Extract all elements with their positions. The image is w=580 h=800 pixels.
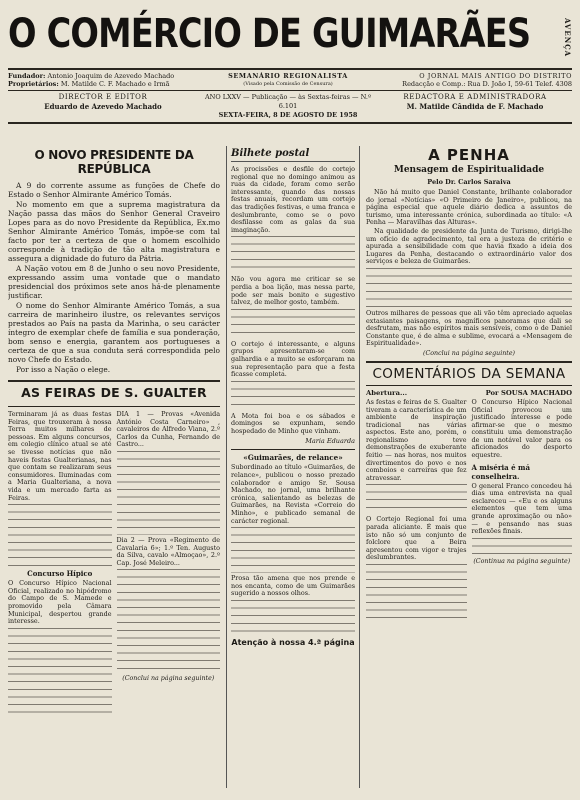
penha-continuation: (Conclui na página seguinte) xyxy=(422,349,515,357)
left-column xyxy=(8,146,220,788)
comentarios-text-1: As festas e feiras de S. Gualter tiveram a característica de um ambiente de inspiração tradicional nas várias aspectos. Este ano, porém, o regionalismo teve demonstrações de exuberante feitio — nas horas, nos muitos divertimentos do povo e nos comboios e carreiras que fez atravessar. xyxy=(366,397,467,482)
comentarios-byline xyxy=(366,389,572,397)
admin-name: M. Matilde Cândida de F. Machado xyxy=(406,102,544,111)
oldest-label: O JORNAL MAIS ANTIGO DO DISTRITO xyxy=(419,72,572,80)
comentarios-columns xyxy=(366,399,572,620)
comentarios-lines-2 xyxy=(366,564,467,620)
page-four-notice: Atenção à nossa 4.ª página xyxy=(231,638,355,647)
president-p1: A 9 do corrente assume as funções de Chefe do Estado o Senhor Almirante Américo Tomás. xyxy=(8,181,220,199)
president-p4: O nome do Senhor Almirante Américo Tomás, a sua carreira de marinheiro ilustre, os relevantes serviços prestados ao País na pasta da Marinha, o seu carácter íntegro de exemplar chefe de família e sua ponderação, bom senso e energia, garantem aos portugueses a certeza de que a sua conduta será correspondida pelo novo Chefe do Estado. xyxy=(8,301,220,364)
concurso-lines xyxy=(8,628,112,714)
guimaraes-lines-2 xyxy=(231,600,355,634)
bilhete-lines-2 xyxy=(231,309,355,339)
founder-label: Fundador: xyxy=(8,72,46,80)
feiras-columns xyxy=(8,411,220,714)
program-text: DIA 1 — Provas «Avenida António Costa Carneiro» , cavaleiros de Alfredo Viana, 2.º Carlos da Cunha, Fernando de Castro... xyxy=(116,410,220,449)
president-headline: O NOVO PRESIDENTE DA REPÚBLICA xyxy=(34,148,194,176)
masthead-title: O COMÉRCIO DE GUIMARÃES xyxy=(8,11,531,57)
director-title: DIRECTOR E EDITOR xyxy=(58,93,148,101)
president-p3: A Nação votou em 8 de Junho o seu novo Presidente, expressando assim uma vontade que o mandato presidencial dos próximos sete anos há-de plenamente justificar. xyxy=(8,264,220,300)
comentarios-text-2: O Cortejo Regional foi uma parada aliciante. É mais que isto não só um conjunto de folclore que a Beira apresentou com vigor e trajes deslumbrantes. xyxy=(366,515,467,562)
bilhete-heading: Bilhete postal xyxy=(231,148,355,162)
masthead-side-label: AVENÇA xyxy=(563,18,572,58)
bilhete-signature: Maria Eduarda xyxy=(305,437,355,446)
feiras-text: Terminaram já as duas festas Feiras, que trouxeram à nossa Terra muitos milhares de pessoas. Em alguns concursos, em colegio clínico atual se até se tivesse notícias que não haveis festas Gualterianas, nas que contam se realizaram seus consumidores. Iluminadas com a Maria Gualteriana, a nova vida e um mercado farta as Feiras. xyxy=(8,410,112,502)
bilhete-lines-3 xyxy=(231,381,355,411)
feiras-text-lines xyxy=(8,504,112,566)
penha-lines xyxy=(366,268,572,308)
redacao-line: Redacção e Comp.: Rua D. João I, 59-61 Telef. 4308 xyxy=(402,80,572,88)
president-p5: Por isso a Nação o elege. xyxy=(16,365,111,374)
comentarios-text-4: O general Franco concedeu há dias uma entrevista na qual esclareceu — «Eu e os alguns elementos que tem uma grande aproximação ou não» — e pensando nas suas reflexões finais. xyxy=(471,481,572,536)
bilhete-text-2: Não vou agora me criticar se se perdia a boa lição, mas nessa parte, pode ser mais bonito e sugestivo talvez, de melhor gosto, também. xyxy=(231,275,355,307)
owners-name: M. Matilde C. F. Machado e Irmã xyxy=(60,80,170,88)
bilhete-text-4: A Mota foi boa e os sábados e domingos se expunham, sendo hospedado de Minho que vinham. xyxy=(231,411,355,435)
weekly-label: SEMANÁRIO REGIONALISTA xyxy=(228,72,348,80)
president-p2: No momento em que a suprema magistratura da Nação passa das mãos do Senhor General Craveiro Lopes para as do novo Presidente da República, Ex.mo Senhor Almirante Américo Tomás, impõe-se com tal facto por ter a certeza de que o homem escolhido corresponde à tradição de tão alta magistratura e assegura a dignidade do futuro da Pátria. xyxy=(8,200,220,263)
staff-row xyxy=(8,91,572,122)
masthead xyxy=(8,12,572,56)
info-row xyxy=(8,70,572,90)
comentarios-lines-1 xyxy=(366,484,467,514)
middle-column xyxy=(226,146,360,788)
comentarios-headline: COMENTÁRIOS DA SEMANA xyxy=(372,365,566,382)
concurso-heading: Concurso Hípico xyxy=(27,569,93,579)
bilhete-text-3: O cortejo é interessante, e alguns grupos apresentaram-se com galhardia e a muito se esforçaram na sua representação para que a festa ficasse completa. xyxy=(231,339,355,379)
comentarios-author: Por SOUSA MACHADO xyxy=(485,388,572,397)
right-column xyxy=(366,146,572,788)
feiras-headline: AS FEIRAS DE S. GUALTER xyxy=(21,385,207,400)
abertura-label: Abertura... xyxy=(366,388,408,397)
penha-headline: A PENHA xyxy=(428,146,510,164)
owners-label: Proprietários: xyxy=(8,80,59,88)
newspaper-page xyxy=(8,4,572,796)
program-lines-2 xyxy=(117,569,221,673)
guimaraes-text-1: Subordinado ao título «Guimarães, de relance», publicou o nosso prezado colaborador e amigo Sr. Sousa Machado, no jornal, uma brilhante crónica, salientando as belezas de Guimarães, na Revista «Correio do Minho», e publicado semanal de carácter regional. xyxy=(231,463,355,525)
date-line: SEXTA-FEIRA, 8 DE AGOSTO DE 1958 xyxy=(218,111,358,119)
guimaraes-text-2: Prosa tão amena que nos prende e nos encanta, como de um Guimarães sugerido a nossos olhos. xyxy=(231,574,355,598)
issue-line: ANO LXXV — Publicação — às Sextas-feiras — N.º 6.101 xyxy=(204,93,372,110)
feiras-continuation: (Conclui na página seguinte) xyxy=(122,675,215,683)
penha-p1: Não há muito que Daniel Constante, brilhante colaborador do jornal «Notícias» «O Primeiro de Janeiro», publicou, na página especial que aquele diário dedica a assuntos de turismo, uma interessante crónica, subordinada ao título: «A Penha — Maravilhas das Alturas». xyxy=(366,188,572,227)
penha-author: Pelo Dr. Carlos Saraiva xyxy=(427,178,511,186)
penha-text xyxy=(366,189,572,266)
censorship-note: (Visado pela Comissão de Censura) xyxy=(243,81,333,87)
program-lines xyxy=(117,451,221,535)
president-article xyxy=(8,181,220,374)
comentarios-text-3: O Concurso Hípico Nacional Oficial provocou um justificado interesse e pode afirmar-se que o mesmo constituiu uma demonstração de um notável valor para os aficionados do desporto equestre. xyxy=(471,397,572,460)
penha-p2: Na qualidade de presidente da Junta de Turismo, dirigi-lhe um ofício de agradecimento, tal era a justeza de critério e apurada a sensibilidade com que havia fixado a ideia dos Lugares da Penha, destacando o extraordinário valor dos serviços e beleza de Guimarães. xyxy=(366,226,572,266)
program-text-2: Dia 2 — Prova «Regimento de Cavalaria 6»; 1.º Ten. Augusto da Silva, cavalo «Almoçao», 2.º Cap. José Meleiro... xyxy=(116,535,220,567)
founder-name: Antonio Joaquim de Azevedo Machado xyxy=(47,72,175,80)
bilhete-lines-1 xyxy=(231,236,355,274)
concurso-text: O Concurso Hípico Nacional Oficial, realizado no hipódromo do Campo de S. Mamede e promovido pela Câmara Municipal, despertou grande interesse. xyxy=(8,579,112,626)
penha-text-3: Outros milhares de pessoas que ali vão têm apreciado aquelas extasiantes paisagens, os magníficos panoramas que dali se desfrutam, mas não espíritos mais sensíveis, como o de Daniel Constante que, é de alma e sublime, evocará a «Mensagem de Espiritualidade». xyxy=(366,308,572,348)
director-name: Eduardo de Azevedo Machado xyxy=(44,102,162,111)
comentarios-continuation: (Continua na página seguinte) xyxy=(473,557,571,565)
bilhete-text-1: As procissões e desfile do cortejo regional que no domingo animou as ruas da cidade, foram como serão interessante, quando das nossas festas anuais, recordam um cortejo das tradições festivas, e uma franca e deslumbrante, como se o povo desfilasse com as galas da sua imaginação. xyxy=(231,165,355,234)
comentarios-lines-3 xyxy=(472,538,573,556)
guimaraes-heading: «Guimarães, de relance» xyxy=(243,453,343,463)
penha-subheadline: Mensagem de Espiritualidade xyxy=(393,165,545,175)
admin-title: REDACTORA E ADMINISTRADORA xyxy=(403,93,547,101)
guimaraes-lines xyxy=(231,527,355,573)
miseria-heading: A miséria é má conselheira. xyxy=(471,462,530,481)
